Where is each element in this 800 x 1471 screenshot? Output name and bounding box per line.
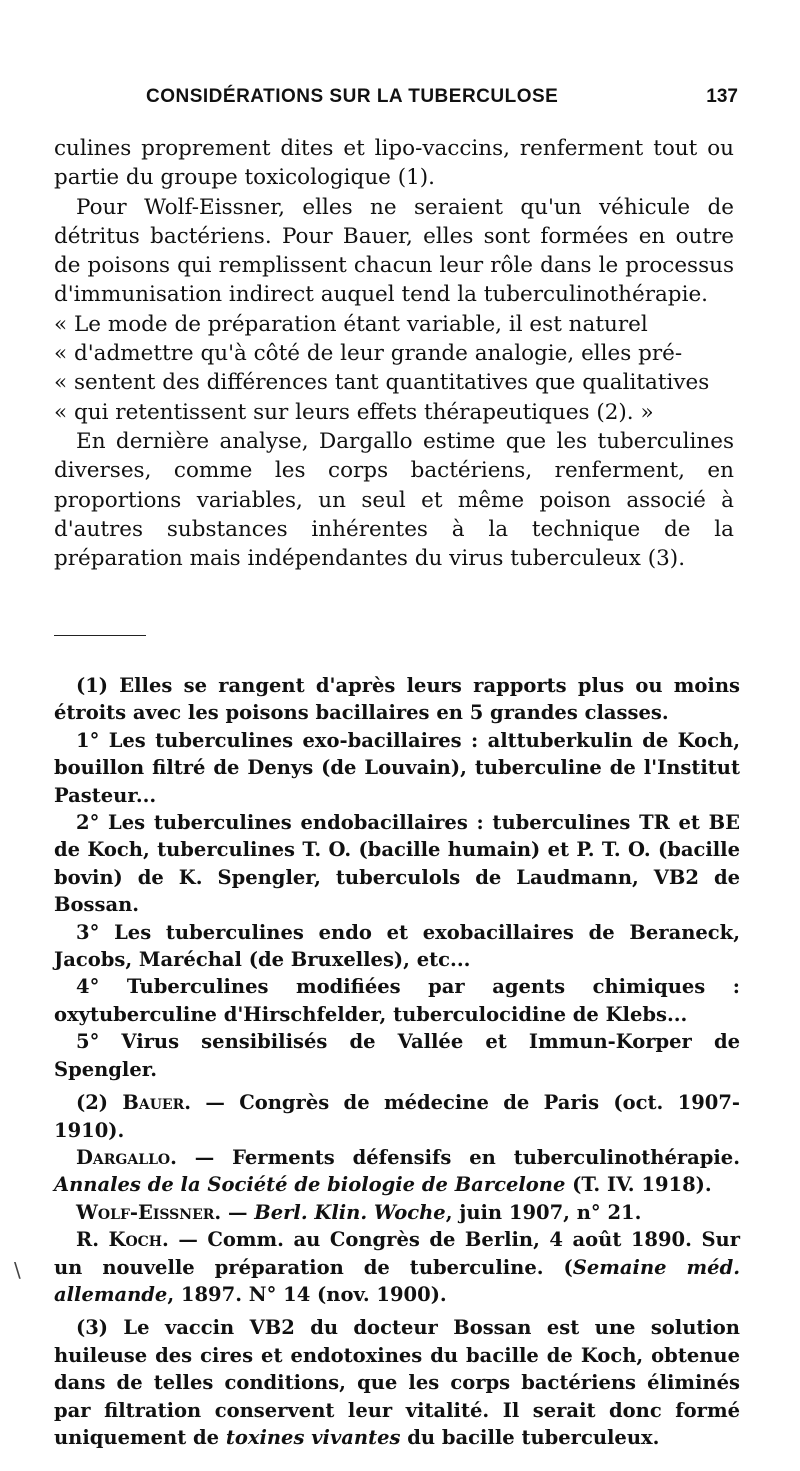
ref-text: — Ferments défensifs en tuberculinothérapie. [176,1145,740,1169]
footnote-text: (3) Le vaccin VB2 du docteur Bossan est une solution huileuse des cires et endotoxines du bacille de Koch, obtenue dans de telles conditions, que les corps bactériens éliminés par filtration conservent leur vitalité. Il serait donc formé uniquement de [54,1316,740,1449]
footnote-1-item: 3° Les tuberculines endo et exobacillaires de Beraneck, Jacobs, Maréchal (de Bruxelles), etc... [54,920,740,972]
running-title: CONSIDÉRATIONS SUR LA TUBERCULOSE [146,86,559,107]
ref-text: — [221,1200,255,1224]
paragraph: culines proprement dites et lipo-vaccins, renferment tout ou partie du groupe toxicologique (1). [54,136,734,191]
footnote-2-ref: (2) Bauer. — Congrès de médecine de Paris (oct. 1907-1910). [54,1091,740,1142]
quote-line: « qui retentissent sur leurs effets thérapeutiques (2). » [54,399,654,425]
quote-line: « Le mode de préparation étant variable, il est naturel [54,311,648,337]
ref-text: — Congrès de médecine de Paris (oct. 1907-1910). [54,1091,740,1142]
author-name: R. Koch. [76,1228,169,1252]
footnote-text: du bacille tuberculeux. [400,1425,660,1449]
ref-text: , 1897. N° 14 (nov. 1900). [167,1282,447,1306]
paragraph: En dernière analyse, Dargallo estime que les tuberculines diverses, comme les corps bactériens, renferment, en proportions variables, un seul et même poison associé à d'autres substances inhérentes à la technique de la préparation mais indépendantes du virus tuberculeux (3). [54,428,734,572]
paragraph: Pour Wolf-Eissner, elles ne seraient qu'un véhicule de détritus bactériens. Pour Bauer, elles sont formées en outre de poisons qui remplissent chacun leur rôle dans le processus d'immunisation indirect auquel tend la tuberculinothérapie. [54,194,734,308]
journal-title: Annales de la Société de biologie de Barcelone [54,1173,566,1197]
ref-text: (T. IV. 1918). [565,1173,712,1197]
footnote-2-ref [54,1199,740,1226]
journal-title: Semaine méd. allemande [54,1255,740,1306]
emphasis: toxines vivantes [225,1425,401,1449]
journal-title: Berl. Klin. Woche [254,1200,446,1224]
quote-line: « d'admettre qu'à côté de leur grande analogie, elles pré- [54,341,683,367]
footnote-1: (1) Elles se rangent d'après leurs rapports plus ou moins étroits avec les poisons bacillaires en 5 grandes classes. [54,674,740,725]
author-name: Wolf-Eissner. [76,1200,222,1224]
author-name: Bauer. [122,1091,192,1115]
quote-line: « sentent des différences tant quantitatives que qualitatives [54,370,710,396]
footnote-1-item: 4° Tuberculines modifiées par agents chimiques : oxytuberculine d'Hirschfelder, tuberculocidine de Klebs... [54,975,740,1026]
footnote-separator [54,635,146,636]
footnotes [54,672,740,1451]
ref-text: — Comm. au Congrès de Berlin, 4 août 1890. Sur un nouvelle préparation de tuberculine. ( [54,1228,740,1279]
page-number: 137 [706,86,738,107]
author-name: Dargallo. [76,1145,177,1169]
footnote-1-item: 2° Les tuberculines endobacillaires : tuberculines TR et BE de Koch, tuberculines T. O. (bacille humain) et P. T. O. (bacille bovin) de K. Spengler, tuberculols de Laudmann, VB2 de Bossan. [54,811,740,917]
footnote-2-ref [54,1226,740,1308]
running-header [54,86,738,116]
ref-text: , juin 1907, n° 21. [445,1200,642,1224]
margin-mark: \ [14,1258,21,1282]
footnote-1-item: 5° Virus sensibilisés de Vallée et Immun-Korper de Spengler. [54,1030,740,1081]
footnote-3 [54,1314,740,1451]
footnote-2-ref [54,1144,740,1199]
footnote-1-item: 1° Les tuberculines exo-bacillaires : alttuberkulin de Koch, bouillon filtré de Denys (de Louvain), tuberculine de l'Institut Pasteur... [54,728,740,807]
main-text [54,134,734,573]
